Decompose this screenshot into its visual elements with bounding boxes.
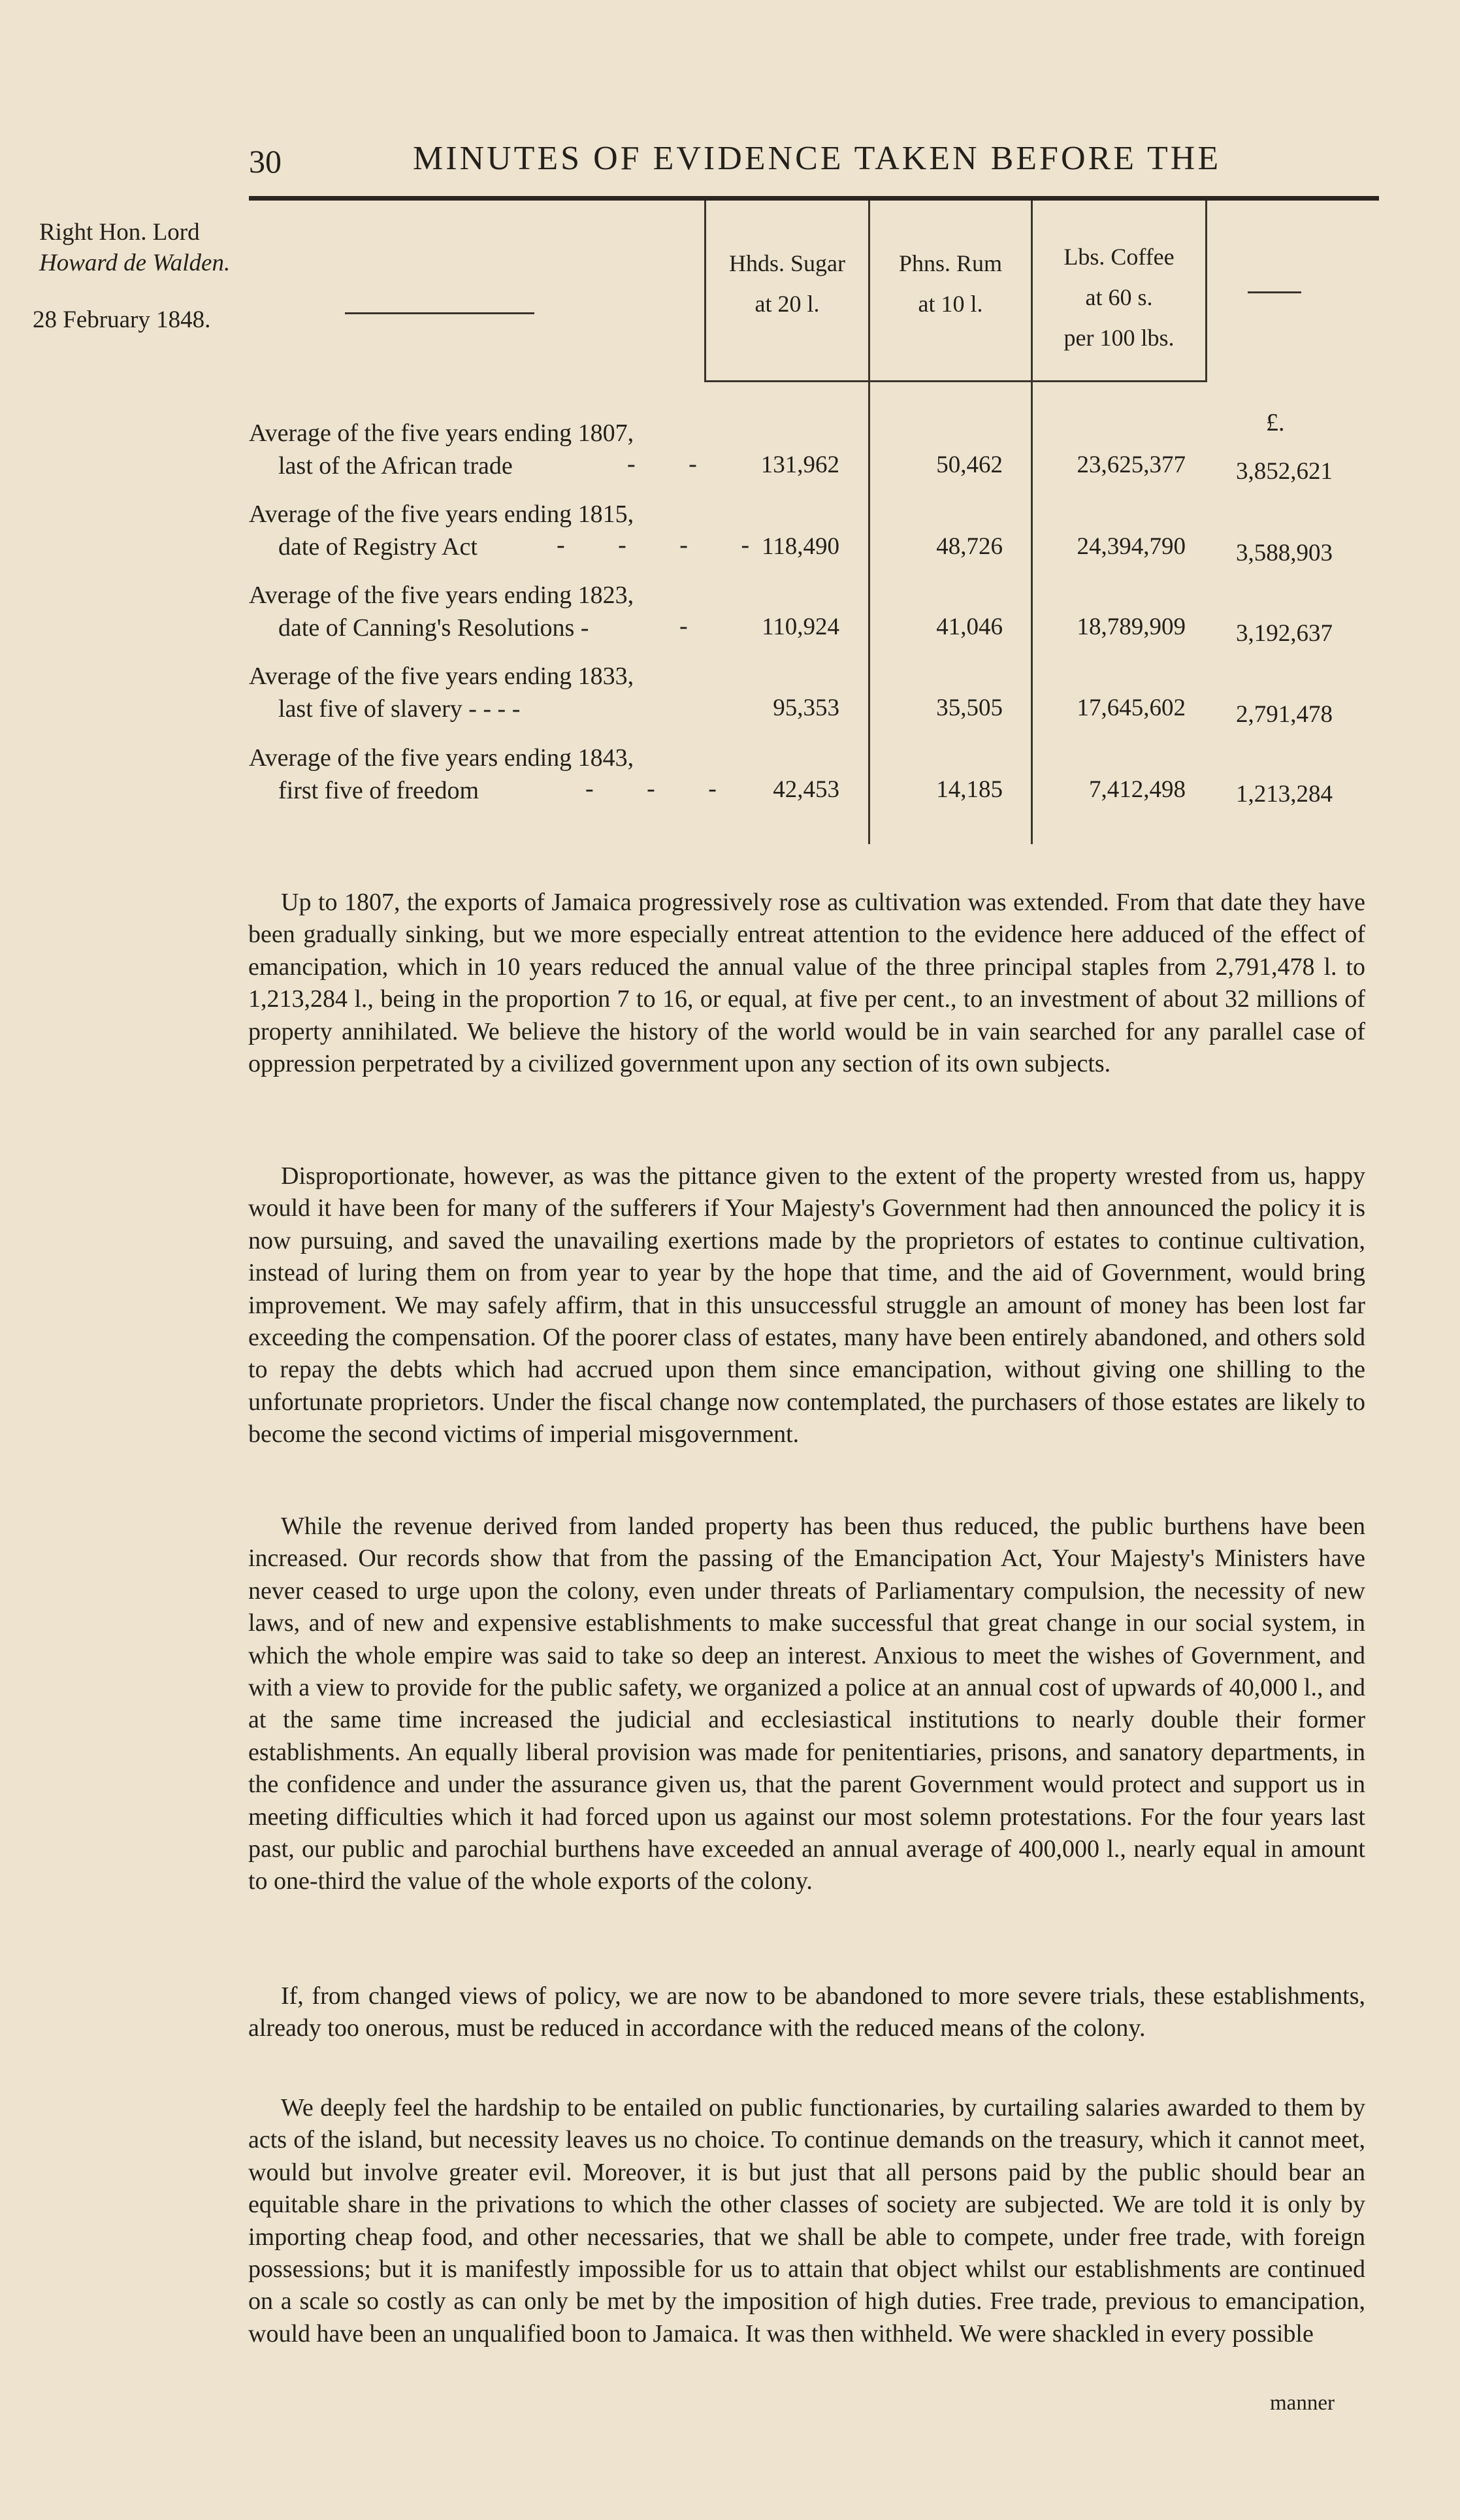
table-row-label (249, 417, 634, 482)
cell-sugar: 118,490 (762, 533, 839, 560)
row-leaders: - (679, 612, 711, 640)
cell-coffee: 17,645,602 (1077, 695, 1186, 721)
column-header-coffee (1033, 237, 1205, 358)
row-label-line1: Average of the five years ending 1815, (249, 500, 634, 528)
column-header-coffee-line1: Lbs. Coffee (1063, 244, 1175, 270)
body-paragraph-4: If, from changed views of policy, we are now to be abandoned to more severe trials, these establishments, already too onerous, must be reduced in accordance with the reduced means of the colony. (248, 1982, 1365, 2042)
column-header-rum-line2: at 10 l. (918, 291, 983, 317)
header-rule (249, 196, 1379, 201)
row-label-line2: first five of freedom (278, 777, 479, 804)
column-header-coffee-line2: at 60 s. (1085, 284, 1153, 310)
body-paragraph-5: We deeply feel the hardship to be entailed on public functionaries, by curtailing salaries awarded to them by acts of the island, but necessity leaves us no choice. To continue demands on the treasury, which it cannot meet, would but involve greater evil. Moreover, it is but just that all persons paid by the public should bear an equitable share in the privations to which the other classes of society are subjected. We are told it is only by importing cheap food, and other necessaries, that we shall be able to compete, under free trade, with foreign possessions; but it is manifestly impossible for us to attain that object whilst our establishments are continued on a scale so costly as can only be met by the imposition of high duties. Free trade, previous to emancipation, would have been an unqualified boon to Jamaica. It was then withheld. We were shackled in every possible (248, 2094, 1365, 2348)
body-paragraph-3: While the revenue derived from landed property has been thus reduced, the public burthens have been increased. Our records show that from the passing of the Emancipation Act, Your Majesty's Ministers have never ceased to urge upon the colony, even under threats of Parliamentary compulsion, the necessity of new laws, and of new and expensive establishments to make successful that great change in our social system, in which the whole empire was said to take so deep an interest. Anxious to meet the wishes of Government, and with a view to provide for the public safety, we organized a police at an annual cost of upwards of 40,000 l., and at the same time increased the judicial and ecclesiastical institutions to nearly double their former establishments. An equally liberal provision was made for penitentiaries, prisons, and sanatory departments, in the confidence and under the assurance given us, that the parent Government would protect and support us in meeting difficulties which it had forced upon us against our most solemn protestations. For the four years last past, our public and parochial burthens have exceeded an annual average of 400,000 l., nearly equal in amount to one-third the value of the whole exports of the colony. (248, 1513, 1365, 1895)
cell-sugar: 95,353 (773, 695, 839, 721)
table-row-label (249, 660, 634, 725)
column-header-rum-line1: Phns. Rum (898, 250, 1003, 276)
running-title: MINUTES OF EVIDENCE TAKEN BEFORE THE (413, 140, 1222, 177)
row-label-line2: last of the African trade (278, 452, 513, 480)
column-header-sugar (706, 243, 868, 324)
cell-sugar: 131,962 (760, 451, 839, 478)
cell-sugar: 42,453 (773, 776, 839, 803)
row-label-line2: last five of slavery - - - - (278, 695, 521, 723)
row-label-line2: date of Canning's Resolutions - (278, 614, 589, 642)
column-header-rum (870, 243, 1031, 324)
catchword: manner (1270, 2391, 1335, 2415)
row-leaders: - - (627, 450, 721, 478)
page-number: 30 (249, 143, 282, 180)
row-label-line1: Average of the five years ending 1807, (249, 419, 634, 447)
cell-coffee: 24,394,790 (1077, 533, 1186, 560)
row-label-line2: date of Registry Act (278, 533, 478, 561)
cell-value: 3,192,637 (1236, 620, 1333, 647)
side-note-date: 28 February 1848. (33, 306, 211, 333)
cell-value: 3,588,903 (1236, 540, 1333, 566)
value-column-dash (1248, 291, 1301, 293)
cell-rum: 41,046 (936, 614, 1003, 640)
row-leaders: - - - - (557, 531, 773, 559)
row-leaders: - - - (585, 775, 740, 802)
row-label-line1: Average of the five years ending 1823, (249, 581, 634, 609)
table-rule-v4 (1205, 201, 1207, 382)
cell-coffee: 7,412,498 (1089, 776, 1186, 803)
cell-coffee: 23,625,377 (1077, 451, 1186, 478)
column-header-sugar-line2: at 20 l. (754, 291, 820, 317)
cell-rum: 14,185 (936, 776, 1003, 803)
row-label-line1: Average of the five years ending 1843, (249, 744, 634, 772)
table-row-label (249, 579, 634, 644)
side-note-name-line1: Right Hon. Lord (39, 219, 200, 246)
cell-coffee: 18,789,909 (1077, 614, 1186, 640)
body-paragraph-1: Up to 1807, the exports of Jamaica progressively rose as cultivation was extended. From that date they have been gradually sinking, but we more especially entreat attention to the evidence here adduced of the effect of emancipation, which in 10 years reduced the annual value of the three principal staples from 2,791,478 l. to 1,213,284 l., being in the proportion 7 to 16, or equal, at five per cent., to an investment of about 32 millions of property annihilated. We believe the history of the world would be in vain searched for any parallel case of oppression perpetrated by a civilized government upon any section of its own subjects. (248, 889, 1365, 1078)
cell-value: 3,852,621 (1236, 458, 1333, 485)
table-header-rule (704, 380, 1207, 382)
side-note-name (39, 217, 230, 278)
cell-value: 1,213,284 (1236, 781, 1333, 808)
currency-symbol: £. (1266, 409, 1285, 436)
cell-rum: 50,462 (936, 451, 1003, 478)
column-header-coffee-line3: per 100 lbs. (1063, 325, 1175, 351)
cell-rum: 35,505 (936, 695, 1003, 721)
column-header-sugar-line1: Hhds. Sugar (729, 250, 845, 276)
side-note-name-line2: Howard de Walden. (39, 250, 231, 276)
cell-sugar: 110,924 (762, 614, 839, 640)
body-paragraph-2: Disproportionate, however, as was the pittance given to the extent of the property wrested from us, happy would it have been for many of the sufferers if Your Majesty's Government had then announced the policy it is now pursuing, and saved the unavailing exertions made by the proprietors of estates to continue cultivation, instead of luring them on from year to year by the hope that time, and the aid of Government, would bring improvement. We may safely affirm, that in this unsuccessful struggle an amount of money has been lost far exceeding the compensation. Of the poorer class of estates, many have been entirely abandoned, and others sold to repay the debts which had accrued upon them since emancipation, without giving one shilling to the unfortunate proprietors. Under the fiscal change now contemplated, the purchasers of those estates are likely to become the second victims of imperial misgovernment. (248, 1162, 1365, 1448)
row-label-line1: Average of the five years ending 1833, (249, 663, 634, 690)
cell-value: 2,791,478 (1236, 701, 1333, 728)
cell-rum: 48,726 (936, 533, 1003, 560)
blank-column-dash (345, 312, 534, 314)
table-row-label (249, 742, 634, 807)
